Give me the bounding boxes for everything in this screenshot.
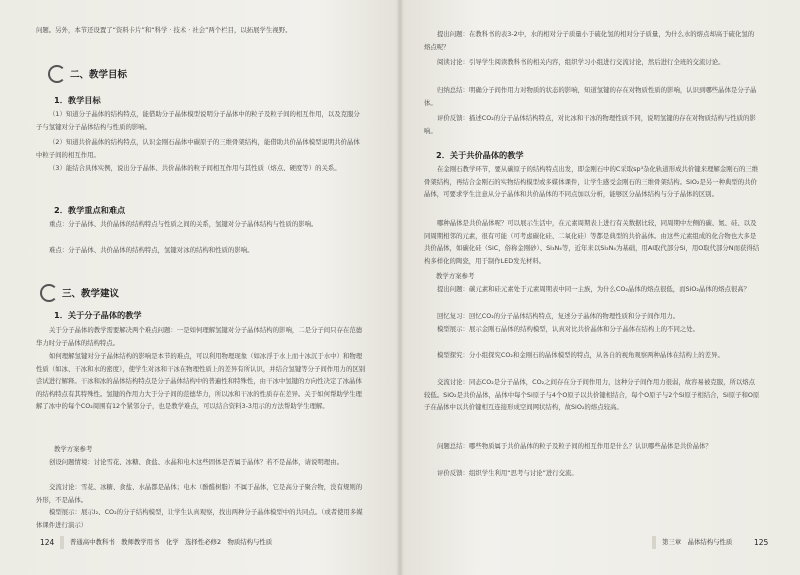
paragraph: 回忆复习：回忆CO₂的分子晶体结构特点，复述分子晶体的物理性质和分子间作用力。 bbox=[437, 312, 680, 320]
footer-divider bbox=[652, 536, 656, 549]
section-title-text: 三、教学建议 bbox=[62, 288, 120, 300]
difficult-point: 难点：分子晶体、共价晶体的结构特点，氢键对冰的结构和性质的影响。 bbox=[49, 246, 254, 254]
key-point: 重点：分子晶体、共价晶体的结构特点与性质之间的关系，氢键对分子晶体结构与性质的影响。 bbox=[49, 220, 318, 228]
heading-keypoints: 2．教学重点和难点 bbox=[54, 205, 126, 215]
page-number: 125 bbox=[754, 538, 769, 547]
footer-text: 第三章 晶体结构与性质 bbox=[662, 538, 733, 546]
paragraph: 交流讨论：雪花、冰糖、食盐、水晶都是晶体；电木（酚醛树脂）不属于晶体，它是高分子聚合物，没有规则的外形，不是晶体。 bbox=[36, 483, 363, 504]
paragraph: 交流讨论：同态CO₂是分子晶体，CO₂之间存在分子间作用力，这种分子间作用力很弱，故容易被克服，所以熔点较低。SiO₂是共价晶体，晶体中每个Si原子与4个O原子以共价键相结合，每个O原子与2个Si原子相结合，Si原子和O原子在晶体中以共价键相互连接形成空间网状结构，故SiO₂的熔点较高。 bbox=[424, 378, 760, 412]
paragraph: 创设问题情境：讨论雪花、冰糖、食盐、水晶和电木这些固体是否属于晶体？若不是晶体，请说明理由。 bbox=[49, 458, 343, 466]
intro-line: 问题。另外，本节还设置了“资料卡片”和“科学 · 技术 · 社会”两个栏目，以拓展学生视野。 bbox=[36, 26, 292, 34]
heading-objectives: 1．教学目标 bbox=[54, 95, 101, 105]
subheading: 教学方案参考 bbox=[436, 272, 475, 280]
goal-3: （3）能结合具体实例，说出分子晶体、共价晶体的粒子间相互作用与其性质（熔点、硬度等）的关系。 bbox=[49, 164, 341, 172]
paragraph: 提出问题：在教科书的表3-2中，水的相对分子质量小于硫化氢的相对分子质量，为什么水的熔点却高于硫化氢的熔点呢？ bbox=[424, 30, 755, 51]
paragraph: 评价反馈：组织学生利用“思考与讨论”进行交流。 bbox=[437, 469, 578, 477]
paragraph: 模型展示：展示金刚石晶体的结构模型，认真对比共价晶体和分子晶体在结构上的不同之处。 bbox=[437, 325, 700, 333]
page-number: 124 bbox=[40, 538, 55, 547]
paragraph: 提出问题：碳元素和硅元素处于元素周期表中同一主族，为什么CO₂晶体的熔点很低，而SiO₂晶体的熔点很高？ bbox=[437, 285, 751, 293]
paragraph: 阅读讨论：引导学生阅读教科书的相关内容，组织学习小组进行交流讨论，然后进行全班的交流讨论。 bbox=[437, 58, 725, 66]
subheading: 教学方案参考 bbox=[54, 445, 93, 453]
paragraph: 问题总结：哪些物质属于共价晶体的粒子及粒子间的相互作用是什么？认识哪些晶体是共价晶体？ bbox=[437, 442, 712, 450]
heading-covalent: 2．关于共价晶体的教学 bbox=[436, 150, 524, 160]
section-title-text: 二、教学目标 bbox=[70, 69, 128, 81]
paragraph: 模型探究：分小组探究CO₂和金刚石的晶体模型的特点，从各自的视角观察两种晶体在结构上的差异。 bbox=[437, 351, 724, 359]
goal-1: （1）知道分子晶体的结构特点，能借助分子晶体模型说明分子晶体中的粒子及粒子间的相互作用，以及克服分子与氢键对分子晶体结构与性质的影响。 bbox=[36, 110, 360, 131]
paragraph: 如何理解氢键对分子晶体结构的影响是本节的难点，可以利用物理现象（如冰浮于水上而十冰沉于水中）和物理性质（如冰、干冰和水的密度），使学生对冰和干冰在物理性质上的差异有所认识，并结合氢键等分子间作用力的区别尝试进行解释。干冰和冰的晶体结构特点是分子晶体结构中的普遍性和特殊性，由干冰中氢键的方向性决定了冰晶体的结构特点有其特殊性。氢键的作用力大于分子间的范德华力，所以冰和干冰的性质存在差异。关于如何帮助学生理解了冰中的每个CO₂周围有12个紧邻分子，也是教学难点，可以结合资料3-3用示的方法帮助学生理解。 bbox=[36, 352, 366, 411]
paragraph: 评价反馈：描述CO₂的分子晶体结构特点，对比冰和干冰的物理性质不同，说明氢键的存在对物质结构与性质的影响。 bbox=[424, 114, 756, 135]
paragraph: 在金刚石教学环节，要从碳原子的结构特点出发，即金刚石中的C采取sp³杂化轨道形成共价键来理解金刚石的三维骨架结构，再结合金刚石的实物结构模型或多媒体课件，让学生感受金刚石的三维骨架结构。SiO₂是另一种典型的共价晶体，可要求学生注意从分子晶体和共价晶体的不同点加以分析，能够区分晶体结构与分子晶体的区别。 bbox=[424, 165, 759, 199]
paragraph: 关于分子晶体的教学需要解决两个难点问题：一是如何理解氢键对分子晶体结构的影响，二是分子间只存在范德华力时分子晶体的结构特点。 bbox=[36, 326, 363, 347]
footer-text: 普通高中教科书 教师教学用书 化学 选择性必修2 物质结构与性质 bbox=[70, 538, 273, 546]
goal-2: （2）知道共价晶体的结构特点，认识金刚石晶体中碳原子的三维骨架结构，能借助共价晶体模型说明共价晶体中粒子间的相互作用。 bbox=[36, 138, 360, 159]
paragraph: 哪种晶体是共价晶体呢？可以展示生活中，在元素周期表上进行有关数据比较，同周期中左侧的碳、氮、硅、以及同周期相邻的元素，很有可能（可考虑碳化硅、二氧化硅）等都是典型的共价晶体。由这些元素组成的化合物也大多是共价晶体，如碳化硅（SiC，俗称金刚砂）、Si₃N₄等，近年来以Si₃N₄为基础，用Al取代部分Si，用O取代部分N而获得结构多样化的陶瓷，用于制作LED发光材料。 bbox=[424, 219, 760, 265]
paragraph: 归纳总结：明确分子间作用力对物质的状态的影响，知道氢键的存在对物质性质的影响，认识到哪些晶体是分子晶体。 bbox=[424, 86, 757, 107]
paragraph: 模型展示：展示I₂、CO₂的分子结构模型，让学生认真观察，找出两种分子晶体模型中的共同点。（或者使用多媒体课件进行演示） bbox=[36, 508, 363, 529]
heading-molecular: 1．关于分子晶体的教学 bbox=[54, 310, 142, 320]
